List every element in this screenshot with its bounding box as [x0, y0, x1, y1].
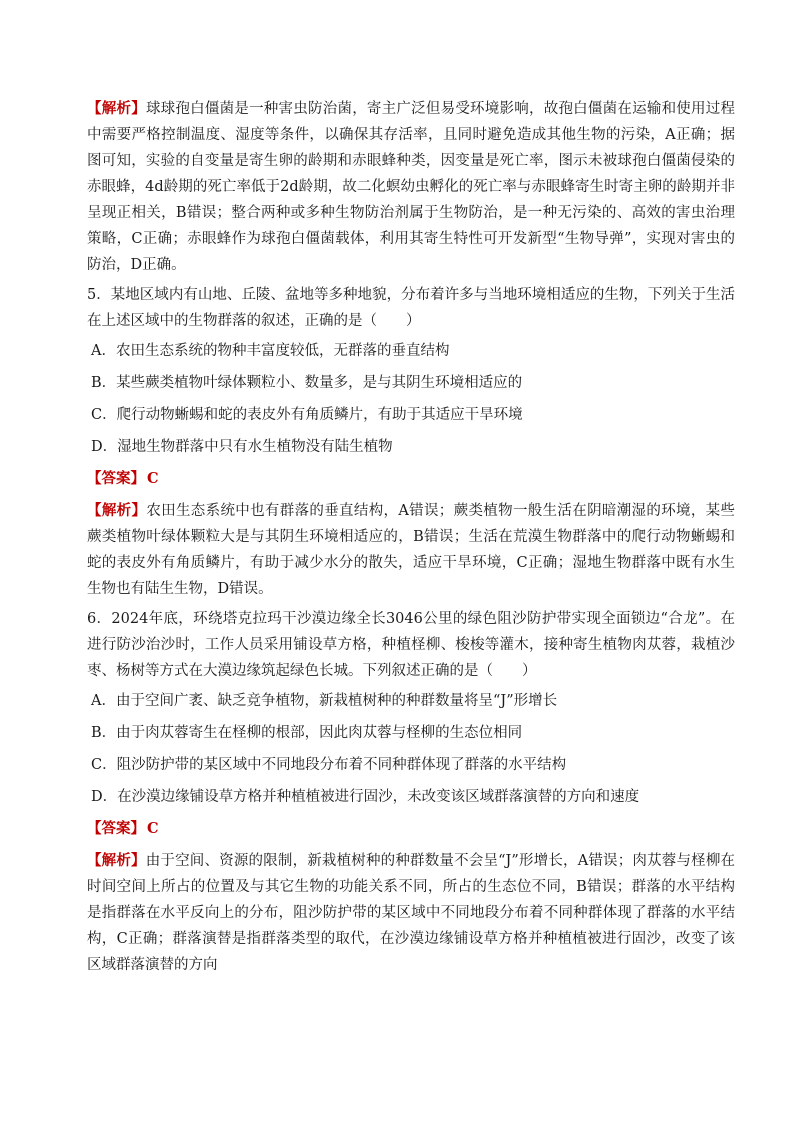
question-5-option-c: C．爬行动物蜥蜴和蛇的表皮外有角质鳞片，有助于其适应干旱环境 — [91, 407, 523, 423]
question-5-stem: 5．某地区域内有山地、丘陵、盆地等多种地貌，分布着许多与当地环境相适应的生物，下列关于生活在上述区域中的生物群落的叙述，正确的是（ ） — [87, 287, 735, 329]
question-5-answer — [87, 466, 735, 492]
analysis-text: 农田生态系统中也有群落的垂直结构，A错误；蕨类植物一般生活在阴暗潮湿的环境，某些蕨类植物叶绿体颗粒大是与其阴生环境相适应的，B错误；生活在荒漠生物群落中的爬行动物蜥蜴和蛇的表皮外有角质鳞片，有助于减少水分的散失，适应干旱环境，C正确；湿地生物群落中既有水生生物也有陆生生物，D错误。 — [87, 503, 736, 597]
answer-value: C — [147, 820, 159, 837]
question-6-option-d: D．在沙漠边缘铺设草方格并种植植被进行固沙，未改变该区域群落演替的方向和速度 — [91, 789, 640, 805]
question-6-option-a: A．由于空间广袤、缺乏竞争植物，新栽植树种的种群数量将呈“J”形增长 — [91, 693, 558, 709]
analysis-text: 由于空间、资源的限制，新栽植树种的种群数量不会呈“J”形增长，A错误；肉苁蓉与柽柳在时间空间上所占的位置及与其它生物的功能关系不同，所占的生态位不同，B错误；群落的水平结构是指群落在水平反向上的分布，阻沙防护带的某区域中不同地段分布着不同种群体现了群落的水平结构，C正确；群落演替是指群落类型的取代，在沙漠边缘铺设草方格并种植植被进行固沙，改变了该区域群落演替的方向 — [87, 853, 735, 973]
question-6-option-c: C．阻沙防护带的某区域中不同地段分布着不同种群体现了群落的水平结构 — [91, 757, 567, 773]
question-6-analysis — [87, 848, 735, 978]
analysis-tag: 【解析】 — [87, 502, 147, 519]
analysis-tag: 【解析】 — [87, 852, 146, 869]
question-6-option-b: B．由于肉苁蓉寄生在柽柳的根部，因此肉苁蓉与柽柳的生态位相同 — [91, 725, 523, 741]
answer-value: C — [147, 470, 159, 487]
analysis-text: 球球孢白僵菌是一种害虫防治菌，寄主广泛但易受环境影响，故孢白僵菌在运输和使用过程中需要严格控制温度、湿度等条件，以确保其存活率，且同时避免造成其他生物的污染，A正确；据图可知，实验的自变量是寄生卵的龄期和赤眼蜂种类，因变量是死亡率，图示未被球孢白僵菌侵染的赤眼蜂，4d龄期的死亡率低于2d龄期，故二化螟幼虫孵化的死亡率与赤眼蜂寄生时寄主卵的龄期并非呈现正相关，B错误；整合两种或多种生物防治剂属于生物防治，是一种无污染的、高效的害虫治理策略，C正确；赤眼蜂作为球孢白僵菌载体，利用其寄生特性可开发新型“生物导弹”，实现对害虫的防治，D正确。 — [87, 101, 736, 273]
analysis-tag: 【解析】 — [87, 100, 146, 117]
answer-tag: 【答案】 — [87, 820, 145, 837]
intro-analysis — [87, 96, 735, 278]
question-5-option-b: B．某些蕨类植物叶绿体颗粒小、数量多，是与其阴生环境相适应的 — [91, 375, 523, 391]
question-5-option-d: D．湿地生物群落中只有水生植物没有陆生植物 — [91, 439, 393, 455]
question-6-answer — [87, 816, 735, 842]
question-5-analysis — [87, 498, 735, 602]
question-6-stem: 6．2024年底，环绕塔克拉玛干沙漠边缘全长3046公里的绿色阻沙防护带实现全面锁边“合龙”。在进行防沙治沙时，工作人员采用铺设草方格，种植柽柳、梭梭等灌木，接种寄生植物肉苁蓉，栽植沙枣、杨树等方式在大漠边缘筑起绿色长城。下列叙述正确的是（ ） — [87, 611, 735, 679]
answer-tag: 【答案】 — [87, 470, 145, 487]
question-5-option-a: A．农田生态系统的物种丰富度较低，无群落的垂直结构 — [91, 343, 450, 359]
document-content — [87, 96, 735, 982]
